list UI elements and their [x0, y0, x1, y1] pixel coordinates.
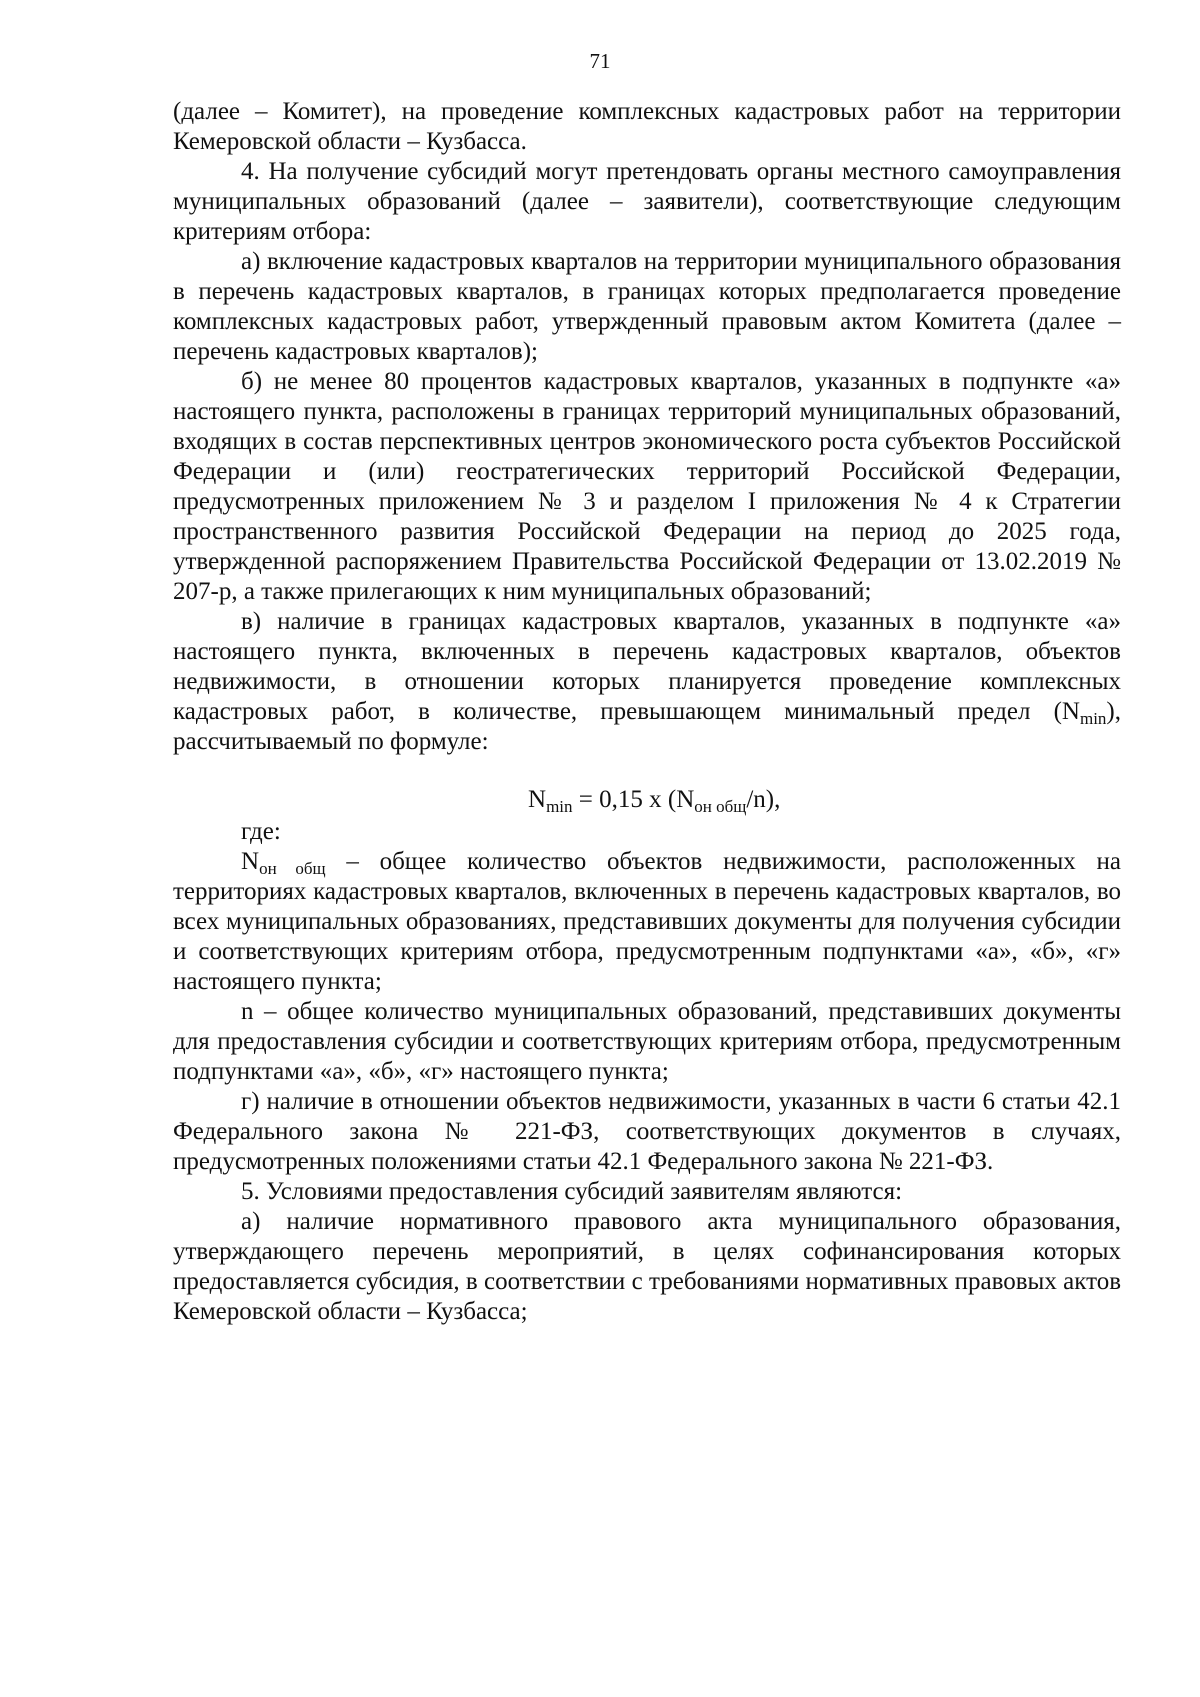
definition-n-ob-text: – общее количество объектов недвижимости, расположенных на территориях кадастровых кварталов, включенных в перечень кадастровых кварталов, во всех муниципальных образованиях, представивших документы для получения субсидии и соответствующих критериям отбора, предусмотренным подпунктами «а», «б», «г» настоящего пункта; — [173, 848, 1121, 995]
paragraph-committee: (далее – Комитет), на проведение комплексных кадастровых работ на территории Кемеровской области – Кузбасса. — [173, 98, 1121, 155]
definition-n: n – общее количество муниципальных образований, представивших документы для предоставления субсидии и соответствующих критериям отбора, предусмотренным подпунктами «а», «б», «г» настоящего пункта; — [173, 998, 1121, 1085]
formula — [173, 783, 1121, 817]
definition-n-ob-subscript: он общ — [259, 859, 326, 878]
where-label: где: — [241, 818, 281, 845]
formula-middle: = 0,15 x (N — [572, 786, 695, 813]
paragraph-item-5: 5. Условиями предоставления субсидий заявителям являются: — [241, 1178, 903, 1205]
paragraph-item-4: 4. На получение субсидий могут претендовать органы местного самоуправления муниципальных образований (далее – заявители), соответствующие следующим критериям отбора: — [173, 158, 1121, 245]
formula-n: N — [528, 786, 547, 813]
paragraph-criterion-g: г) наличие в отношении объектов недвижимости, указанных в части 6 статьи 42.1 Федерального закона № 221-ФЗ, соответствующих документов в случаях, предусмотренных положениями статьи 42.1 Федерального закона № 221-ФЗ. — [173, 1088, 1121, 1175]
criterion-v-text: в) наличие в границах кадастровых кварталов, указанных в подпункте «а» настоящего пункта, включенных в перечень кадастровых кварталов, объектов недвижимости, в отношении которых планируется проведение комплексных кадастровых работ, в количестве, превышающем минимальный предел (N — [173, 608, 1121, 725]
criterion-v-subscript: min — [1079, 709, 1107, 728]
formula-end: /n), — [746, 786, 781, 813]
page-number: 71 — [589, 49, 611, 73]
definition-n-ob-symbol: N — [241, 848, 260, 875]
definition-n-ob — [173, 847, 1121, 997]
formula-ob-subscript: он общ — [694, 797, 747, 816]
document-body — [173, 97, 1121, 1327]
criterion-v-text-end: ), рассчитываемый по формуле: — [173, 698, 1121, 755]
paragraph-criterion-v — [173, 607, 1121, 757]
formula-n-subscript: min — [546, 797, 573, 816]
paragraph-condition-a: а) наличие нормативного правового акта муниципального образования, утверждающего перечень мероприятий, в целях софинансирования которых предоставляется субсидия, в соответствии с требованиями нормативных правовых актов Кемеровской области – Кузбасса; — [173, 1208, 1121, 1325]
paragraph-criterion-b: б) не менее 80 процентов кадастровых кварталов, указанных в подпункте «а» настоящего пункта, расположены в границах территорий муниципальных образований, входящих в состав перспективных центров экономического роста субъектов Российской Федерации и (или) геостратегических территорий Российской Федерации, предусмотренных приложением № 3 и разделом I приложения № 4 к Стратегии пространственного развития Российской Федерации на период до 2025 года, утвержденной распоряжением Правительства Российской Федерации от 13.02.2019 № 207-р, а также прилегающих к ним муниципальных образований; — [173, 368, 1121, 605]
paragraph-criterion-a: а) включение кадастровых кварталов на территории муниципального образования в перечень кадастровых кварталов, в границах которых предполагается проведение комплексных кадастровых работ, утвержденный правовым актом Комитета (далее – перечень кадастровых кварталов); — [173, 248, 1121, 365]
